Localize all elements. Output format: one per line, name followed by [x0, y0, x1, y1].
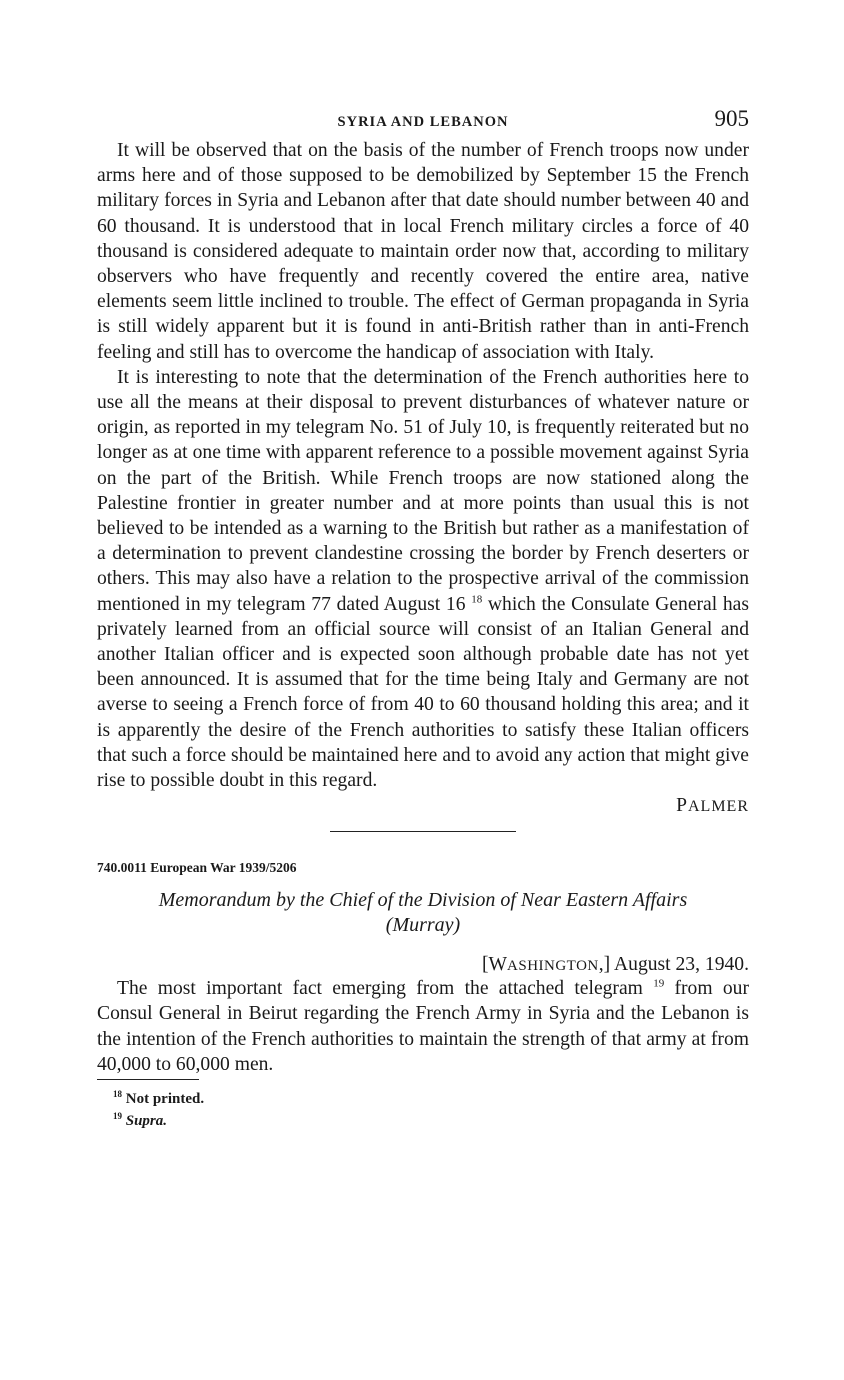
dateline-place-rest: ASHINGTON: [507, 958, 599, 975]
paragraph-3-text-b: from our Consul General in Beirut regarding the French Army in Syria and the Lebanon is the intention of the French authorities to maintain the strength of that army at from 40,000 to 60,000 men.: [97, 978, 749, 1075]
dateline: [97, 954, 749, 976]
footnote-ref-19: 19: [653, 977, 665, 990]
footnote-18-text: Not printed.: [125, 1091, 205, 1108]
footnote-19-text: Supra.: [125, 1113, 168, 1130]
footnote-18-number: 18: [113, 1089, 122, 1100]
memo-heading: [97, 888, 749, 938]
signature: [97, 795, 749, 817]
dateline-place-initial: W: [488, 954, 508, 976]
page-header: [97, 104, 749, 138]
dateline-date: August 23, 1940.: [610, 954, 749, 976]
footnotes: [97, 1086, 749, 1130]
paragraph-3-text-a: The most important fact emerging from the attached telegram: [117, 978, 643, 1000]
running-title: SYRIA AND LEBANON: [337, 114, 509, 130]
signature-initial: P: [676, 795, 688, 817]
document-page: [97, 104, 749, 1130]
file-reference: 740.0011 European War 1939/5206: [97, 860, 297, 876]
footnote-19: [113, 1108, 749, 1130]
footnote-ref-18: 18: [471, 593, 483, 606]
memo-title: Memorandum by the Chief of the Division of Near Eastern Affairs: [158, 889, 688, 912]
paragraph-2-text-b: which the Consulate General has privately learned from an official source will consist of an Italian General and another Italian officer and is expected soon although probable date has not yet been announced. It is assumed that for the time being Italy and Germany are not averse to seeing a French force of from 40 to 60 thousand holding this area; and it is apparently the desire of the French authorities to satisfy these Italian officers that such a force should be maintained here and to avoid any action that might give rise to possible doubt in this regard.: [97, 593, 749, 792]
footnote-divider: [97, 1079, 199, 1080]
page-number: 905: [714, 106, 749, 131]
paragraph-2-text-a: It is interesting to note that the determination of the French authorities here to use all the means at their disposal to prevent disturbances of whatever nature or origin, as reported in my telegram No. 51 of July 10, is frequently reiterated but no longer as at one time with apparent reference to a possible movement against Syria on the part of the British. While French troops are now stationed along the Palestine frontier in greater number and at more points than usual this is not believed to be intended as a warning to the British but rather as a manifestation of a determination to prevent clandestine crossing the border by French deserters or others. This may also have a relation to the prospective arrival of the commission mentioned in my telegram 77 dated August 16: [97, 366, 749, 615]
memo-author: (Murray): [385, 914, 461, 937]
dateline-open: [: [481, 954, 489, 976]
section-divider: [330, 831, 516, 832]
footnote-18: [113, 1086, 749, 1108]
dateline-close: ,]: [598, 954, 611, 976]
paragraph-2: [97, 365, 749, 793]
footnote-19-number: 19: [113, 1111, 122, 1122]
paragraph-1: It will be observed that on the basis of the number of French troops now under arms here and of those supposed to be demobilized by September 15 the French military forces in Syria and Lebanon after that date should number between 40 and 60 thousand. It is understood that in local French military circles a force of 40 thousand is considered adequate to maintain order now that, according to military observers who have frequently and recently covered the entire area, native elements seem little inclined to trouble. The effect of German propaganda in Syria is still widely apparent but it is found in anti-British rather than in anti-French feeling and still has to overcome the handicap of association with Italy.: [97, 140, 749, 363]
paragraph-3: [97, 976, 749, 1077]
signature-rest: ALMER: [688, 798, 749, 816]
